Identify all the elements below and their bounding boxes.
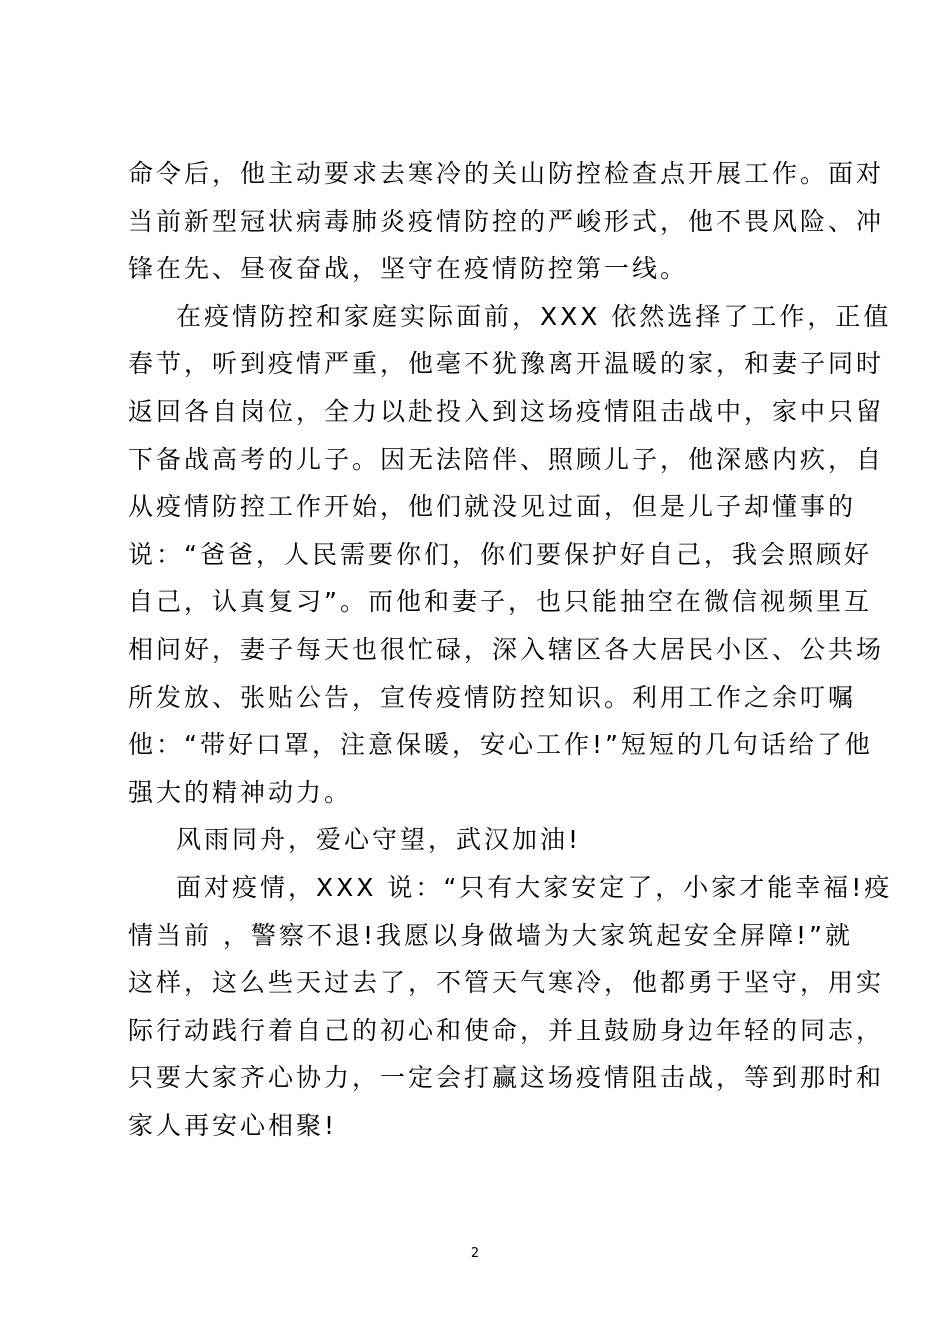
paragraph-line: 他：“带好口罩，注意保暖，安心工作!”短短的几句话给了他: [128, 730, 873, 760]
paragraph-line: 家人再安心相聚!: [128, 1110, 338, 1140]
paragraph-line: 情当前 ，警察不退!我愿以身做墙为大家筑起安全屏障!”就: [128, 920, 853, 950]
paragraph-line: 返回各自岗位，全力以赴投入到这场疫情阻击战中，家中只留: [128, 396, 885, 426]
paragraph-line: 风雨同舟，爱心守望，武汉加油!: [176, 825, 582, 855]
paragraph-line: 从疫情防控工作开始，他们就没见过面，但是儿子却懂事的: [128, 492, 857, 522]
paragraph-line: 相问好，妻子每天也很忙碌，深入辖区各大居民小区、公共场: [128, 634, 885, 664]
paragraph-line: 强大的精神动力。: [128, 777, 353, 807]
page-number: 2: [470, 1246, 480, 1261]
paragraph-line: 自己，认真复习”。而他和妻子，也只能抽空在微信视频里互: [128, 587, 872, 617]
paragraph-line: 面对疫情，XXX 说：“只有大家安定了，小家才能幸福!疫: [176, 872, 893, 902]
paragraph-line: 在疫情防控和家庭实际面前，XXX 依然选择了工作，正值: [176, 301, 892, 331]
paragraph-line: 下备战高考的儿子。因无法陪伴、照顾儿子，他深感内疚，自: [128, 444, 885, 474]
paragraph-line: 春节，听到疫情严重，他毫不犹豫离开温暖的家，和妻子同时: [128, 349, 885, 379]
paragraph-line: 当前新型冠状病毒肺炎疫情防控的严峻形式，他不畏风险、冲: [128, 206, 885, 236]
paragraph-line: 所发放、张贴公告，宣传疫情防控知识。利用工作之余叮嘱: [128, 682, 857, 712]
paragraph-line: 锋在先、昼夜奋战，坚守在疫情防控第一线。: [128, 254, 689, 284]
paragraph-line: 这样，这么些天过去了，不管天气寒冷，他都勇于坚守，用实: [128, 968, 885, 998]
paragraph-line: 只要大家齐心协力，一定会打赢这场疫情阻击战，等到那时和: [128, 1063, 885, 1093]
document-body: [128, 150, 893, 1149]
paragraph-line: 际行动践行着自己的初心和使命，并且鼓励身边年轻的同志，: [128, 1015, 885, 1045]
paragraph-line: 命令后，他主动要求去寒冷的关山防控检查点开展工作。面对: [128, 159, 885, 188]
paragraph-line: 说：“爸爸，人民需要你们，你们要保护好自己，我会照顾好: [128, 539, 872, 569]
